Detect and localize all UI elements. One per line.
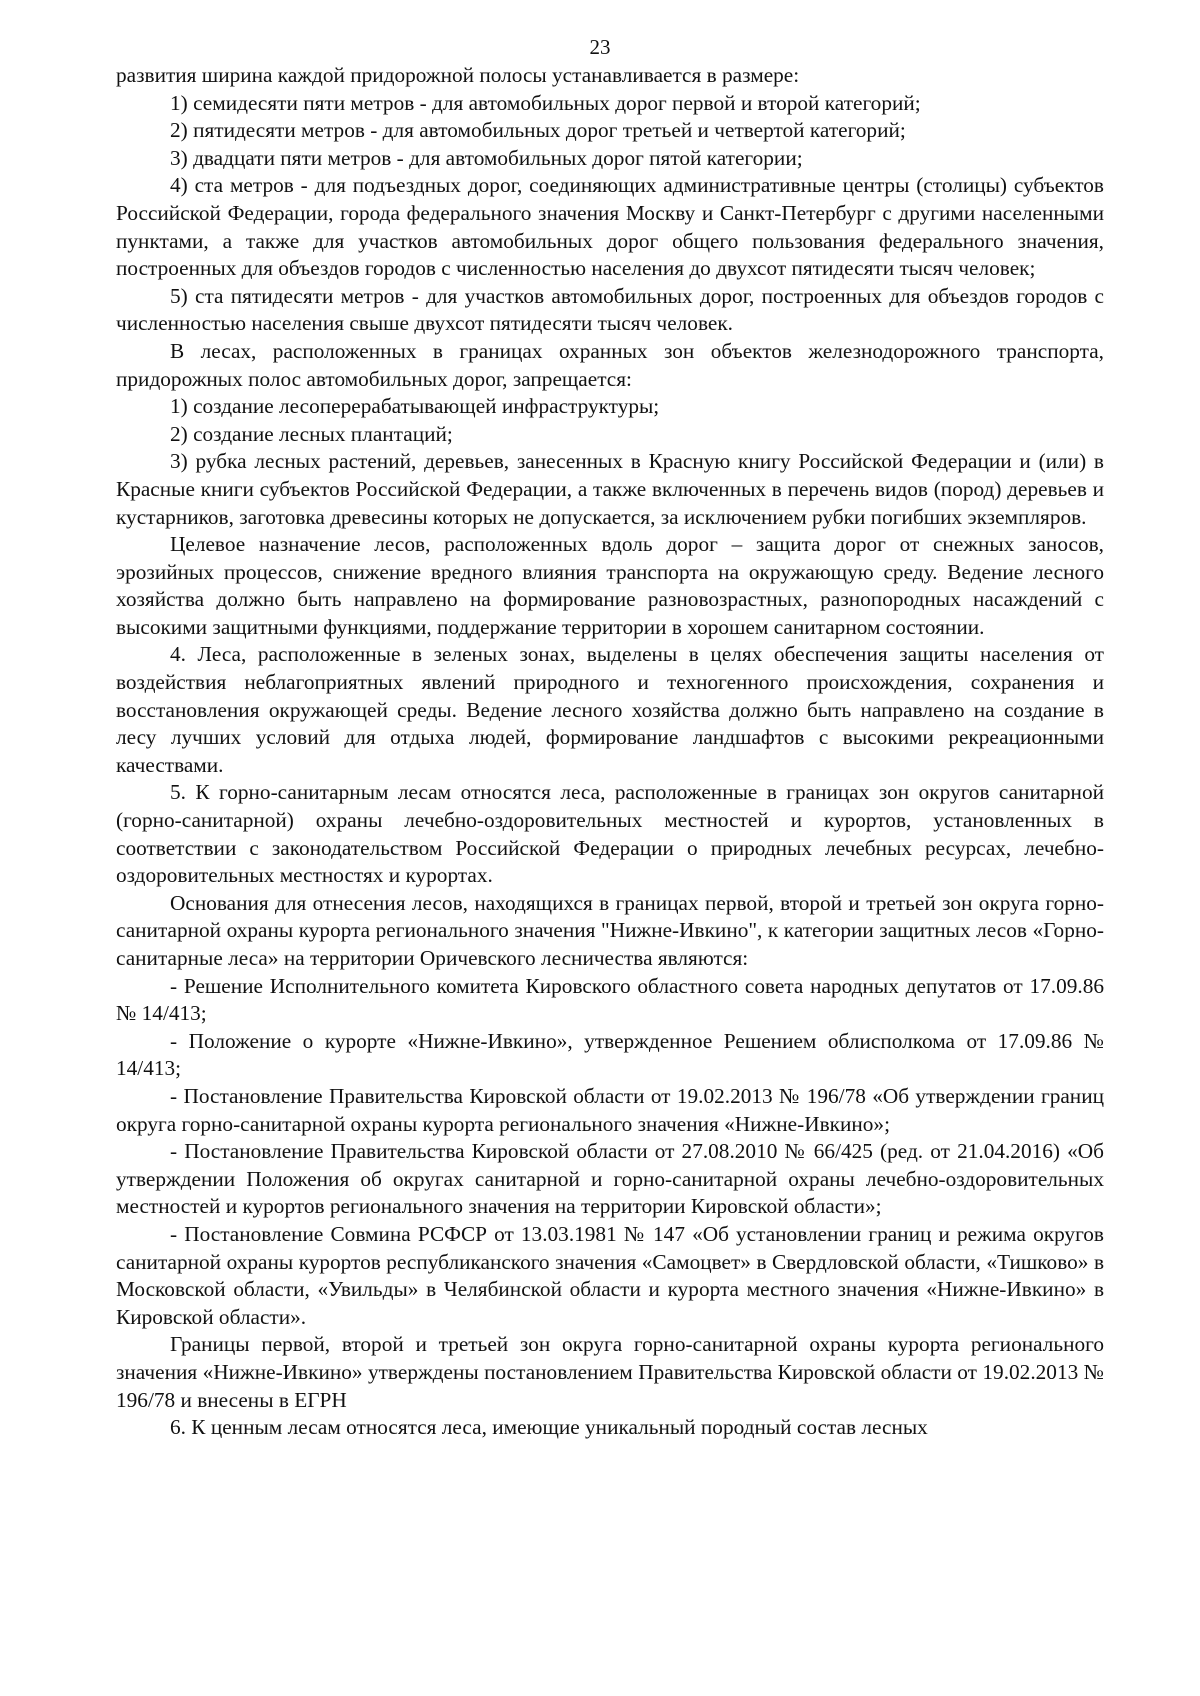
paragraph-prohibition-2: 2) создание лесных плантаций; [170,421,453,446]
paragraph-ground-3: - Постановление Правительства Кировской области от 19.02.2013 № 196/78 «Об утверждении границ округа горно-санитарной охраны курорта регионального значения «Нижне-Ивкино»; [116,1083,1104,1136]
paragraph-list-item-2: 2) пятидесяти метров - для автомобильных дорог третьей и четвертой категорий; [170,118,906,143]
page-number: 23 [589,35,611,59]
paragraph-boundaries: Границы первой, второй и третьей зон округа горно-санитарной охраны курорта регионального значения «Нижне-Ивкино» утверждены постановлением Правительства Кировской области от 19.02.2013 № 196/78 и внесены в ЕГРН [116,1332,1104,1412]
paragraph-prohibitions-intro: В лесах, расположенных в границах охранных зон объектов железнодорожного транспорта, придорожных полос автомобильных дорог, запрещается: [116,338,1104,391]
paragraph-section-5-sanitary-forests: 5. К горно-санитарным лесам относятся леса, расположенные в границах зон округов санитарной (горно-санитарной) охраны лечебно-оздоровительных местностей и курортов, установленных в соответствии с законодательством Российской Федерации о природных лечебных ресурсах, лечебно-оздоровительных местностях и курортах. [116,780,1104,888]
paragraph-continuation: развития ширина каждой придорожной полосы устанавливается в размере: [116,63,800,87]
paragraph-ground-4: - Постановление Правительства Кировской области от 27.08.2010 № 66/425 (ред. от 21.04.2016) «Об утверждении Положения об округах санитарной и горно-санитарной охраны лечебно-оздоровительных местностей и курортов регионального значения на территории Кировской области»; [116,1139,1104,1219]
paragraph-ground-5: - Постановление Совмина РСФСР от 13.03.1981 № 147 «Об установлении границ и режима округов санитарной охраны курортов республиканского значения «Самоцвет» в Свердловской области, «Тишково» в Московской области, «Увильды» в Челябинской области и курорта местного значения «Нижне-Ивкино» в Кировской области». [116,1221,1104,1329]
paragraph-section-6-valuable-forests: 6. К ценным лесам относятся леса, имеющие уникальный породный состав лесных [170,1415,928,1440]
body-text [116,62,1104,1442]
paragraph-list-item-3: 3) двадцати пяти метров - для автомобильных дорог пятой категории; [170,145,803,170]
paragraph-list-item-5: 5) ста пятидесяти метров - для участков автомобильных дорог, построенных для объездов городов с численностью населения свыше двухсот пятидесяти тысяч человек. [116,283,1104,336]
paragraph-prohibition-3: 3) рубка лесных растений, деревьев, занесенных в Красную книгу Российской Федерации и (или) в Красные книги субъектов Российской Федерации, а также включенных в перечень видов (пород) деревьев и кустарников, заготовка древесины которых не допускается, за исключением рубки погибших экземпляров. [116,449,1104,529]
paragraph-section-4-green-zones: 4. Леса, расположенные в зеленых зонах, выделены в целях обеспечения защиты населения от воздействия неблагоприятных явлений природного и техногенного происхождения, сохранения и восстановления окружающей среды. Ведение лесного хозяйства должно быть направлено на создание в лесу лучших условий для отдыха людей, формирование ландшафтов с высокими рекреационными качествами. [116,642,1104,777]
paragraph-prohibition-1: 1) создание лесоперерабатывающей инфраструктуры; [170,394,660,419]
paragraph-list-item-4: 4) ста метров - для подъездных дорог, соединяющих административные центры (столицы) субъектов Российской Федерации, города федерального значения Москву и Санкт-Петербург с другими населенными пунктами, а также для участков автомобильных дорог общего пользования федерального значения, построенных для объездов городов с численностью населения до двухсот пятидесяти тысяч человек; [116,173,1104,281]
paragraph-grounds-intro: Основания для отнесения лесов, находящихся в границах первой, второй и третьей зон округа горно-санитарной охраны курорта регионального значения "Нижне-Ивкино", к категории защитных лесов «Горно-санитарные леса» на территории Оричевского лесничества являются: [116,890,1104,970]
paragraph-ground-2: - Положение о курорте «Нижне-Ивкино», утвержденное Решением облисполкома от 17.09.86 № 14/413; [116,1028,1104,1081]
paragraph-ground-1: - Решение Исполнительного комитета Кировского областного совета народных депутатов от 17.09.86 № 14/413; [116,973,1104,1026]
paragraph-road-forests-purpose: Целевое назначение лесов, расположенных вдоль дорог – защита дорог от снежных заносов, эрозийных процессов, снижение вредного влияния транспорта на окружающую среду. Ведение лесного хозяйства должно быть направлено на формирование разновозрастных, разнопородных насаждений с высокими защитными функциями, поддержание территории в хорошем санитарном состоянии. [116,532,1104,639]
paragraph-list-item-1: 1) семидесяти пяти метров - для автомобильных дорог первой и второй категорий; [170,90,921,115]
